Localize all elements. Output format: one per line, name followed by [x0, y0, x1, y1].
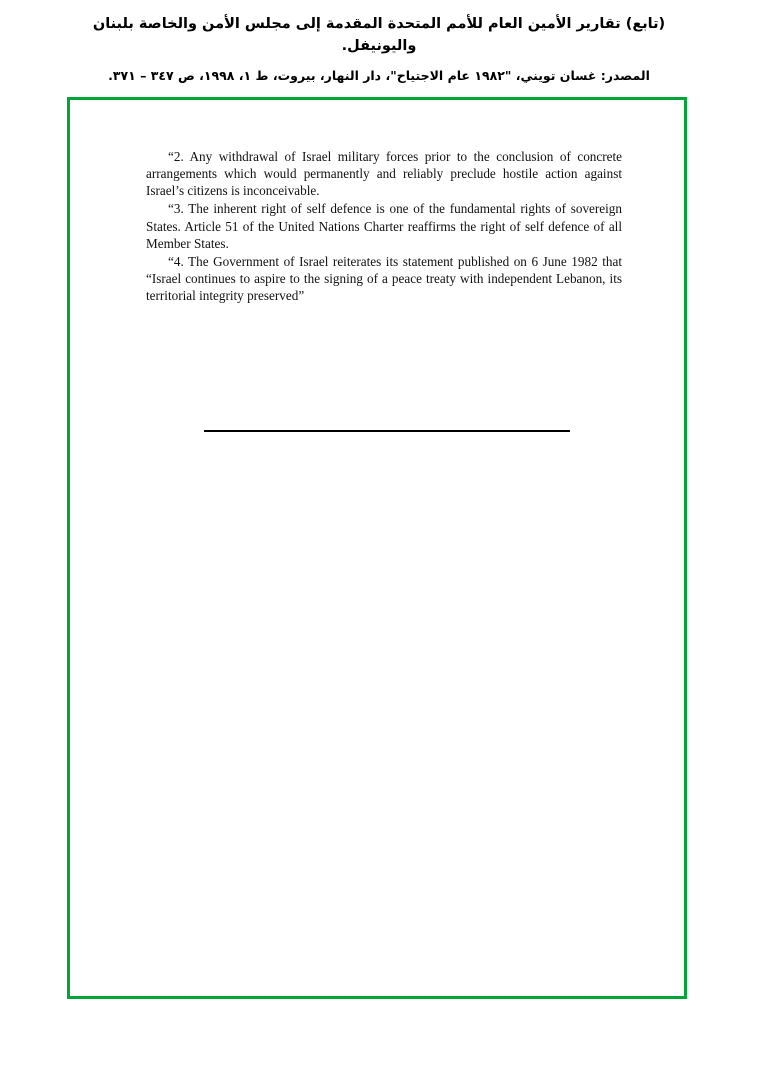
document-paragraph — [146, 200, 622, 251]
document-paragraph — [146, 253, 622, 304]
paragraph-text: “3. The inherent right of self defence is one of the fundamental rights of sovereign States. Article 51 of the United Nations Charter reaffirms the right of self defence of all Member States. — [146, 201, 622, 251]
header-source: المصدر: غسان تويني، "١٩٨٢ عام الاجتياح"، دار النهار، بيروت، ط ١، ١٩٩٨، ص ٣٤٧ – ٣٧١. — [108, 67, 650, 83]
header-title: (تابع) تقارير الأمين العام للأمم المتحدة المقدمة إلى مجلس الأمن والخاصة بلبنان واليونيفل. — [92, 16, 666, 54]
document-page-frame — [67, 97, 687, 999]
paragraph-text: “2. Any withdrawal of Israel military forces prior to the conclusion of concrete arrangements which would permanently and reliably preclude hostile action against Israel’s citizens is inconceivable. — [146, 149, 622, 199]
document-paragraph — [146, 148, 622, 199]
document-body — [146, 148, 622, 304]
paragraph-text: “4. The Government of Israel reiterates its statement published on 6 June 1982 that “Israel continues to aspire to the signing of a peace treaty with independent Lebanon, its territorial integrity preserved” — [146, 253, 622, 304]
page-header — [0, 14, 758, 85]
horizontal-rule — [204, 430, 570, 432]
